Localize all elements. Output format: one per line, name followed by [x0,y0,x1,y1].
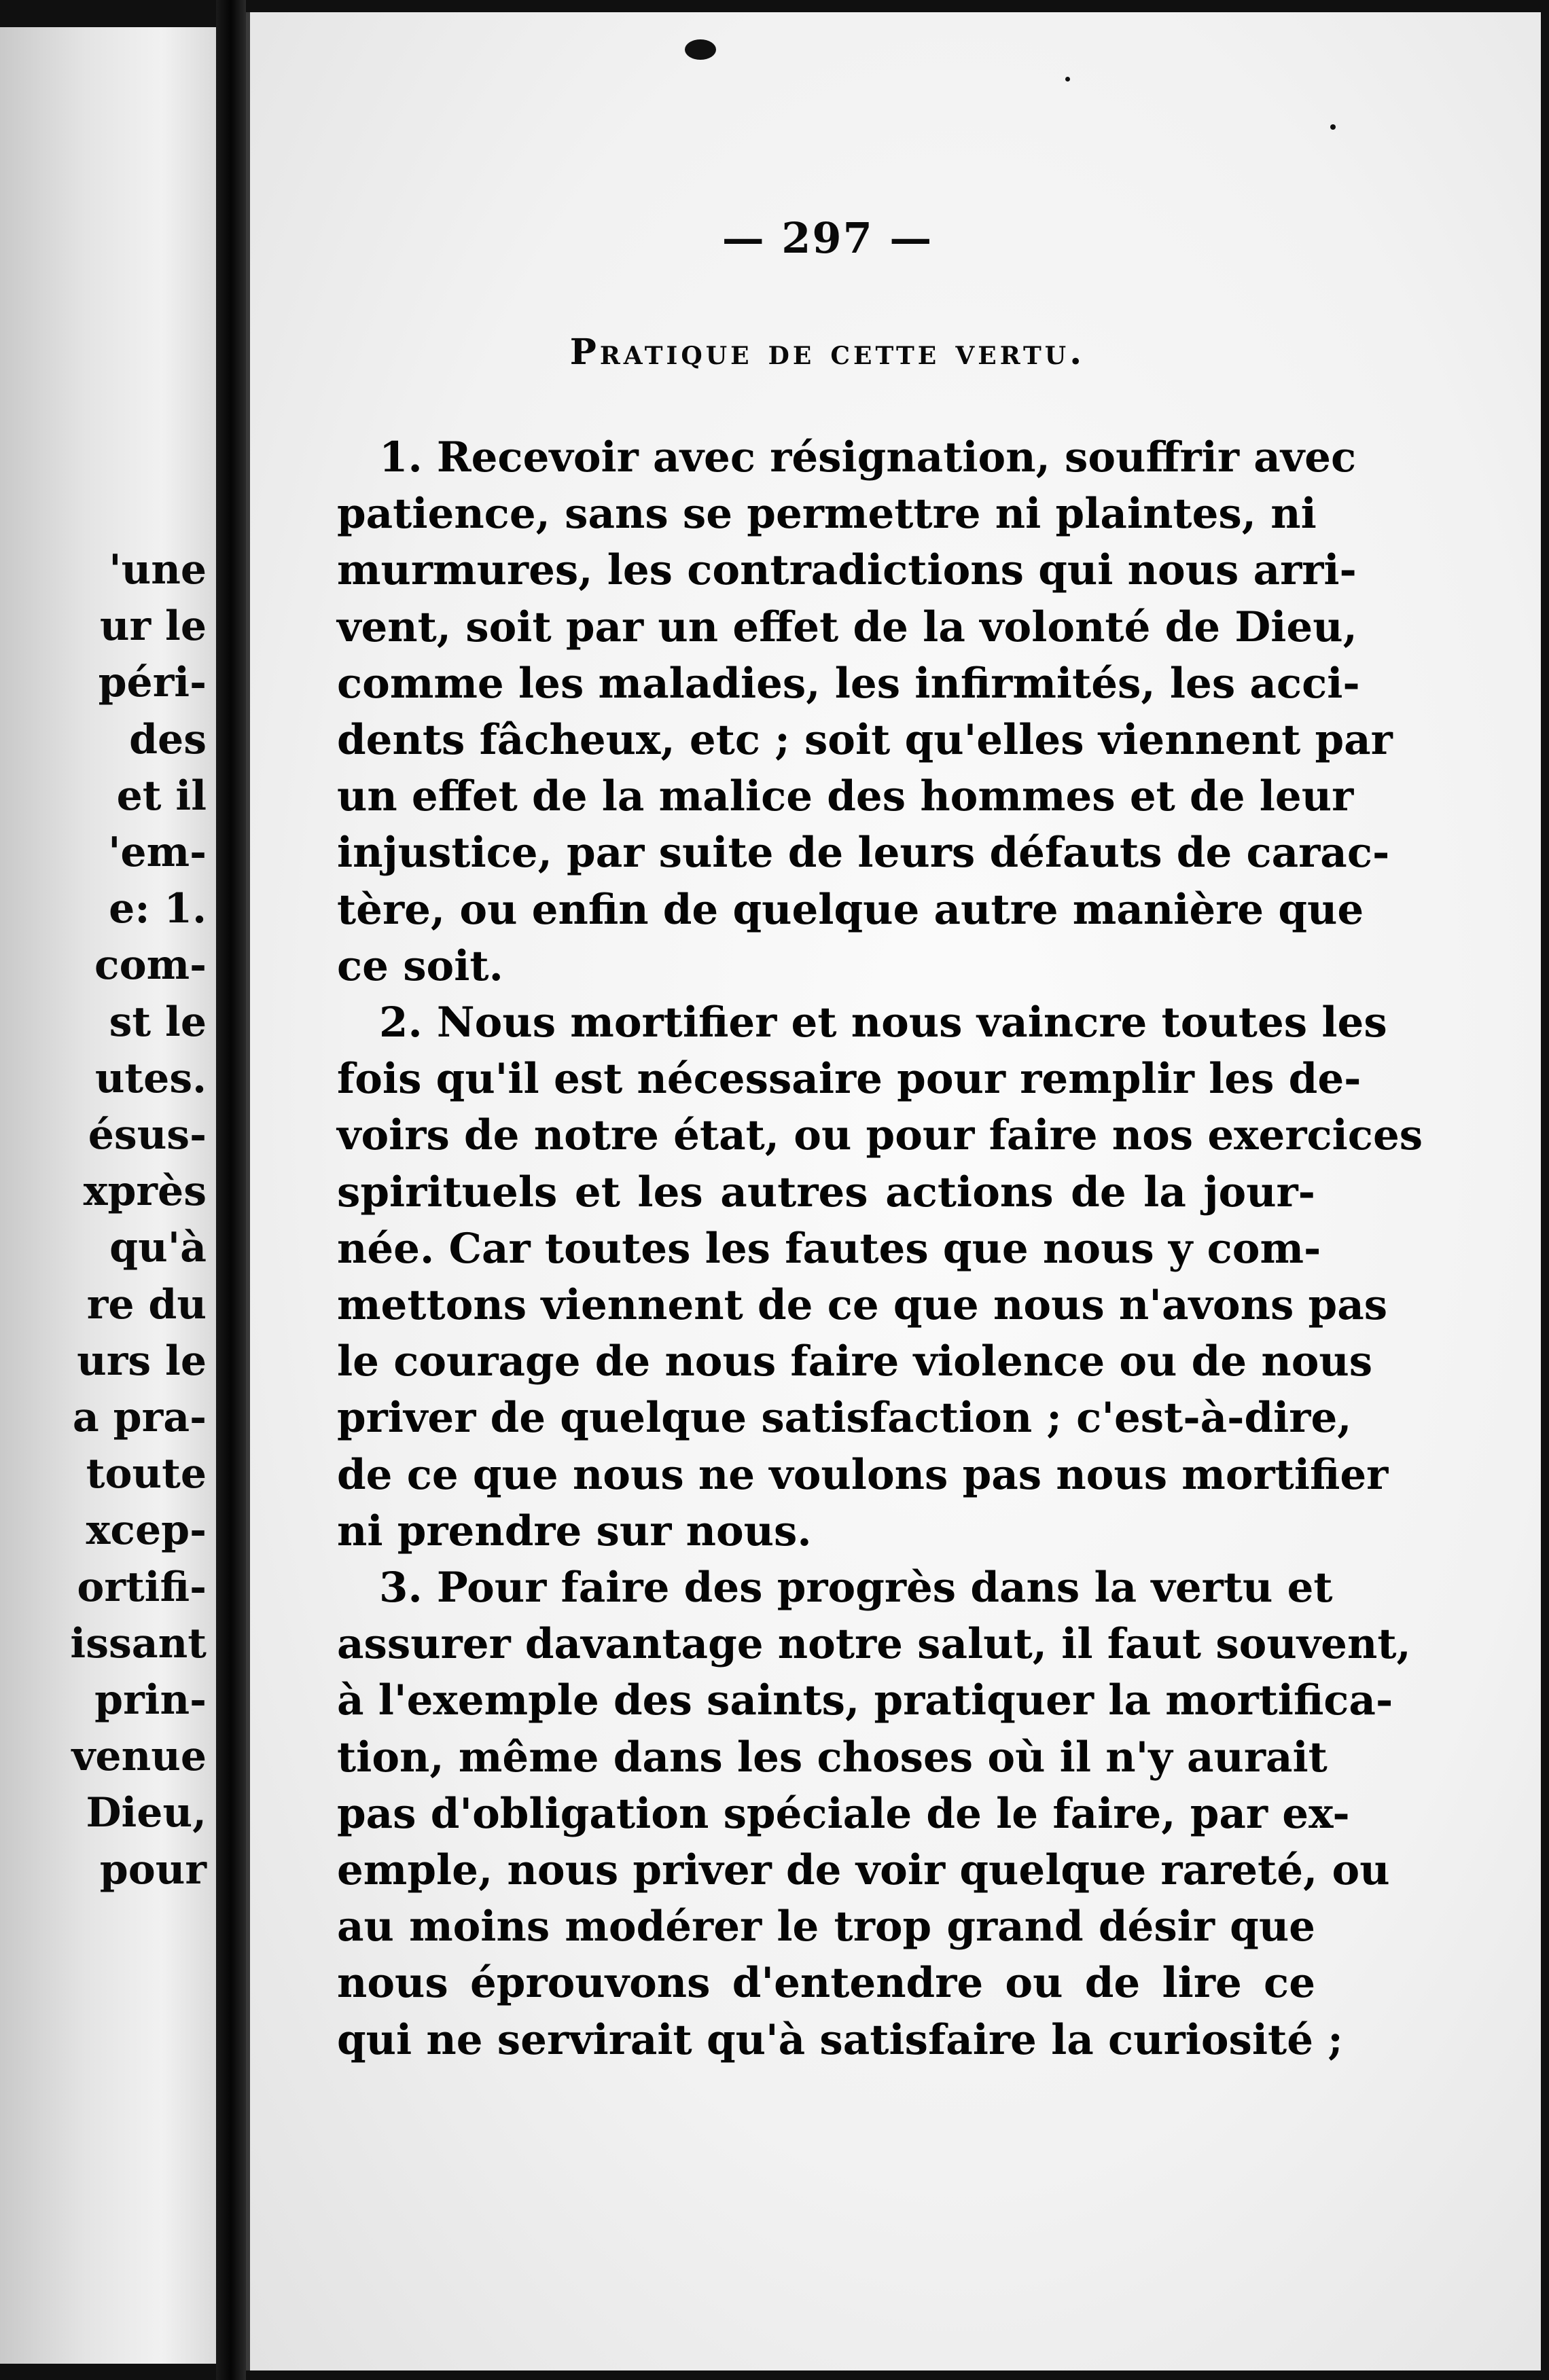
previous-page-line: ésus- [88,1111,207,1159]
text-line: à l'exemple des saints, pratiquer la mortifica- [337,1676,1393,1725]
text-line: 1. Recevoir avec résignation, souffrir avec [379,433,1357,482]
scan-speck [1330,124,1336,130]
text-line: qui ne servirait qu'à satisfaire la curiosité ; [337,2015,1343,2064]
previous-page-line: 'em- [108,829,207,877]
previous-page-line: et il [116,772,207,820]
text-line: vent, soit par un effet de la volonté de Dieu, [337,602,1357,651]
text-line: dents fâcheux, etc ; soit qu'elles viennent par [337,716,1393,765]
text-line: mettons viennent de ce que nous n'avons pas [337,1281,1388,1330]
section-title: Pratique de cette vertu. [569,331,1086,373]
previous-page-line: Dieu, [86,1789,207,1837]
text-line: priver de quelque satisfaction ; c'est-à-dire, [337,1394,1352,1443]
text-line: murmures, les contradictions qui nous arri- [337,546,1357,595]
text-line: 2. Nous mortifier et nous vaincre toutes les [379,998,1387,1047]
previous-page-line: issant [70,1619,207,1667]
page-number: — 297 — [722,213,933,263]
text-line: tion, même dans les choses où il n'y aurait [337,1733,1328,1782]
text-line: pas d'obligation spéciale de le faire, par ex- [337,1789,1350,1838]
previous-page-line: toute [86,1450,207,1498]
previous-page-line: 'une [109,546,207,594]
previous-page-line: a pra- [72,1394,207,1442]
scan-speck [1065,77,1070,82]
scan-speck [685,39,716,60]
previous-page-fragment [0,27,216,2364]
text-line: un effet de la malice des hommes et de leur [337,772,1354,821]
previous-page-line: xprès [83,1168,207,1216]
text-line: spirituels et les autres actions de la jour- [337,1168,1315,1216]
text-line: née. Car toutes les fautes que nous y com- [337,1224,1321,1273]
body-text [337,429,1423,2068]
previous-page-line: com- [94,941,207,990]
previous-page-line: ortifi- [77,1563,207,1611]
text-line: au moins modérer le trop grand désir que [337,1903,1315,1951]
main-page [246,12,1541,2370]
previous-page-line: st le [109,998,207,1046]
text-line: nous éprouvons d'entendre ou de lire ce [337,1959,1315,2008]
text-line: 3. Pour faire des progrès dans la vertu et [379,1564,1333,1612]
text-line: assurer davantage notre salut, il faut souvent, [337,1620,1411,1669]
text-line: emple, nous priver de voir quelque rareté, ou [337,1846,1390,1895]
previous-page-line: re du [86,1280,207,1329]
book-gutter [216,0,246,2380]
text-line: injustice, par suite de leurs défauts de carac- [337,829,1390,878]
text-line: de ce que nous ne voulons pas nous mortifier [337,1450,1389,1499]
text-line: voirs de notre état, ou pour faire nos exercices [337,1111,1423,1160]
previous-page-line: pour [99,1845,207,1894]
previous-page-line: qu'à [109,1224,207,1272]
previous-page-line: utes. [94,1054,207,1102]
previous-page-line: venue [71,1733,207,1781]
text-line: le courage de nous faire violence ou de nous [337,1337,1373,1386]
text-line: fois qu'il est nécessaire pour remplir les de- [337,1055,1361,1104]
previous-page-line: e: 1. [109,885,207,933]
previous-page-line: des [129,715,207,763]
previous-page-line: xcep- [86,1507,207,1555]
previous-page-line: urs le [77,1337,207,1385]
previous-page-line: prin- [94,1676,207,1725]
text-line: ce soit. [337,941,503,990]
previous-page-line: ur le [99,602,207,651]
text-line: patience, sans se permettre ni plaintes, ni [337,490,1317,539]
text-line: tère, ou enfin de quelque autre manière que [337,885,1364,934]
text-line: comme les maladies, les infirmités, les acci- [337,659,1360,708]
previous-page-text [70,542,207,1898]
text-line: ni prendre sur nous. [337,1507,812,1555]
previous-page-line: péri- [98,659,207,707]
